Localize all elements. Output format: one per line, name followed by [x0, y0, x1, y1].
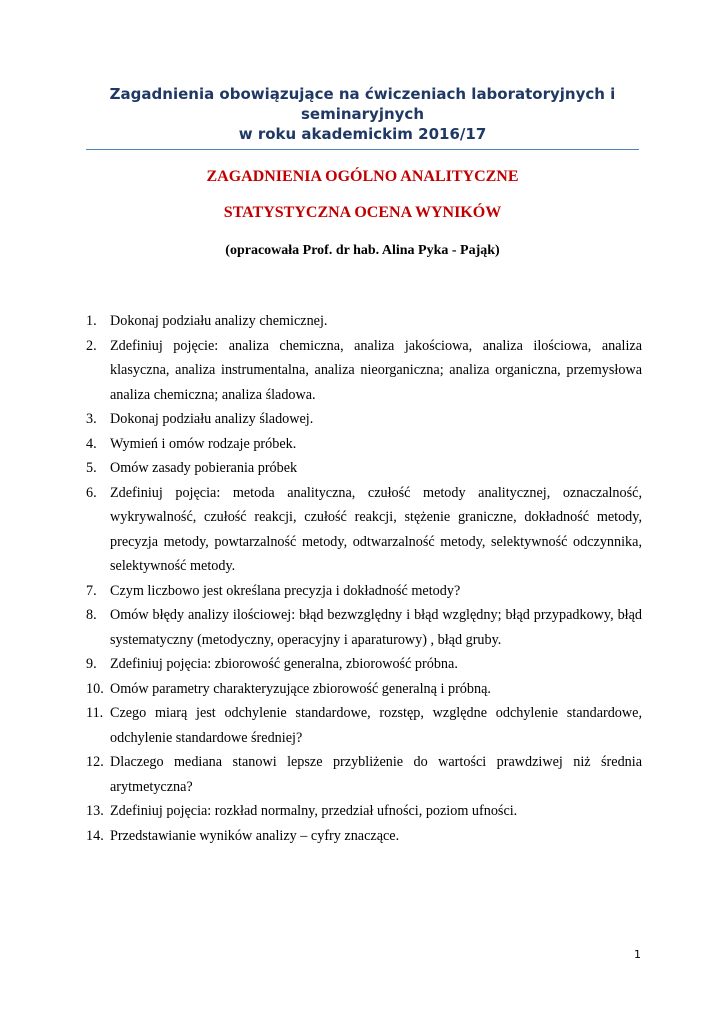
- question-text: Zdefiniuj pojęcia: metoda analityczna, czułość metody analitycznej, oznaczalność, wykrywalność, czułość reakcji, czułość reakcji, stężenie graniczne, dokładność metody, precyzja metody, powtarzalność metody, odtwarzalność metody, selektywność odczynnika, selektywność metody.: [110, 484, 642, 574]
- question-item: [86, 750, 642, 799]
- question-number: 11.: [86, 705, 104, 721]
- question-number: 5.: [86, 460, 97, 476]
- header-line-1: Zagadnienia obowiązujące na ćwiczeniach laboratoryjnych i: [109, 85, 616, 103]
- question-number: 4.: [86, 435, 97, 452]
- question-number: 9.: [86, 656, 97, 672]
- question-text: Dokonaj podziału analizy śladowej.: [110, 411, 314, 427]
- question-number: 14.: [86, 827, 104, 844]
- question-item: [86, 701, 642, 750]
- question-text: Dlaczego mediana stanowi lepsze przybliżenie do wartości prawdziwej niż średnia arytmetyczna?: [110, 754, 642, 795]
- question-text: Zdefiniuj pojęcia: rozkład normalny, przedział ufności, poziom ufności.: [110, 803, 518, 819]
- question-text: Zdefiniuj pojęcia: zbiorowość generalna, zbiorowość próbna.: [110, 656, 458, 672]
- question-number: 12.: [86, 754, 104, 770]
- question-item: [86, 652, 642, 677]
- question-text: Czym liczbowo jest określana precyzja i dokładność metody?: [110, 582, 461, 599]
- question-number: 13.: [86, 803, 104, 819]
- question-text: Omów zasady pobierania próbek: [110, 460, 298, 476]
- question-number: 10.: [86, 680, 104, 697]
- header-line-2: seminaryjnych: [300, 105, 425, 123]
- question-list: [86, 309, 642, 848]
- question-number: 8.: [86, 607, 97, 623]
- question-text: Czego miarą jest odchylenie standardowe, rozstęp, względne odchylenie standardowe, odchylenie standardowe średniej?: [110, 705, 642, 746]
- question-item: [86, 407, 642, 432]
- question-text: Zdefiniuj pojęcie: analiza chemiczna, analiza jakościowa, analiza ilościowa, analiza klasyczna, analiza instrumentalna, analiza nieorganiczna; analiza organiczna, przemysłowa analiza chemiczna; analiza śladowa.: [110, 337, 642, 403]
- question-number: 6.: [86, 484, 97, 501]
- question-item: [86, 481, 642, 579]
- question-number: 1.: [86, 313, 97, 329]
- question-text: Omów błędy analizy ilościowej: błąd bezwzględny i błąd względny; błąd przypadkowy, błąd systematyczny (metodyczny, operacyjny i aparaturowy) , błąd gruby.: [110, 607, 642, 648]
- question-item: [86, 603, 642, 652]
- section-subtitle: STATYSTYCZNA OCENA WYNIKÓW: [223, 204, 502, 221]
- question-item: [86, 432, 642, 457]
- page-number: 1: [634, 948, 641, 961]
- question-item: [86, 799, 642, 824]
- section-title: ZAGADNIENIA OGÓLNO ANALITYCZNE: [206, 168, 519, 185]
- question-item: [86, 677, 642, 702]
- question-text: Dokonaj podziału analizy chemicznej.: [110, 313, 328, 329]
- author-note: (opracowała Prof. dr hab. Alina Pyka - Pająk): [225, 243, 500, 258]
- question-text: Omów parametry charakteryzujące zbiorowość generalną i próbną.: [110, 680, 491, 697]
- question-item: [86, 456, 642, 481]
- question-item: [86, 579, 642, 604]
- document-header: [86, 84, 639, 144]
- question-item: [86, 334, 642, 408]
- question-number: 3.: [86, 411, 97, 427]
- question-number: 7.: [86, 582, 97, 599]
- question-item: [86, 309, 642, 334]
- question-item: [86, 824, 642, 849]
- question-number: 2.: [86, 337, 97, 354]
- question-text: Wymień i omów rodzaje próbek.: [110, 435, 297, 452]
- header-line-3: w roku akademickim 2016/17: [238, 125, 487, 143]
- header-divider: [86, 149, 639, 150]
- question-text: Przedstawianie wyników analizy – cyfry znaczące.: [110, 827, 400, 844]
